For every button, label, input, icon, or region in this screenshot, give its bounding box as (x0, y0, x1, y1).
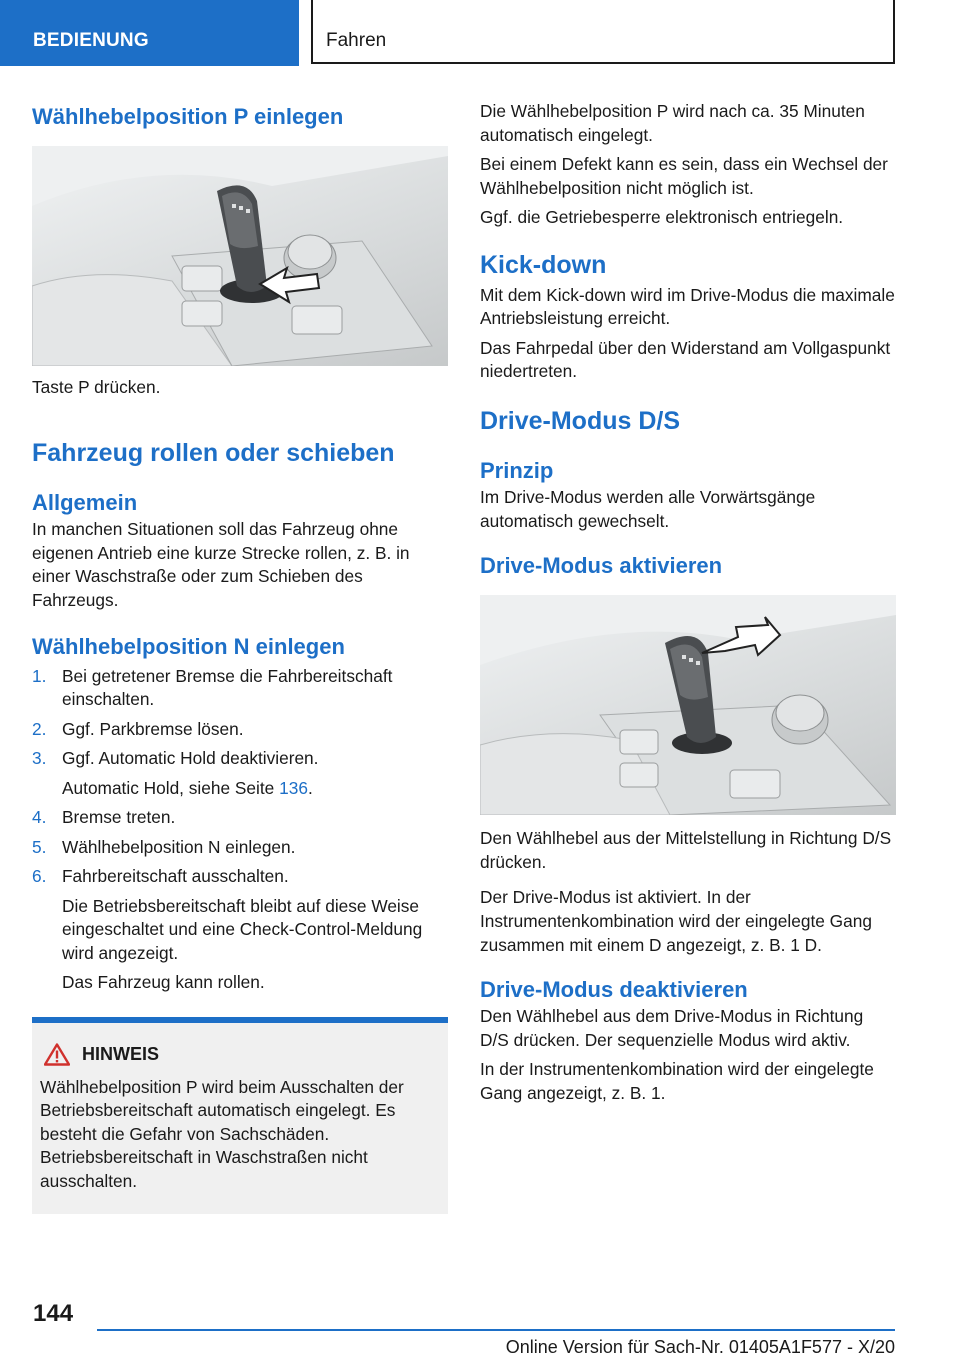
step3-sub-suffix: . (307, 777, 313, 798)
step-number: 3. (32, 748, 47, 769)
paragraph-deaktivieren-1: Den Wählhebel aus dem Drive-Modus in Richtung D/S drücken. Der sequenzielle Modus wird aktiv. (480, 1006, 864, 1050)
header-section-tab (0, 0, 299, 66)
paragraph-aktivieren-2: Der Drive-Modus ist aktiviert. In der Instrumentenkombination wird der eingelegte Gang zusammen mit einem D angezeigt, z. B. 1 D. (480, 887, 872, 955)
paragraph-kick-down-2: Das Fahrpedal über den Widerstand am Vollgaspunkt niedertreten. (480, 337, 891, 382)
paragraph-prinzip: Im Drive-Modus werden alle Vorwärtsgänge automatisch gewechselt. (480, 487, 816, 531)
step-text: Bei getretener Bremse die Fahrbereitschaft einschalten. (62, 665, 393, 710)
paragraph-p-auto: Die Wählhebelposition P wird nach ca. 35 Minuten automatisch eingelegt. (480, 101, 865, 145)
steps-list-cont (32, 806, 448, 889)
paragraph-getriebesperre: Ggf. die Getriebesperre elektronisch entriegeln. (480, 207, 844, 228)
step6-subtext-2: Das Fahrzeug kann rollen. (62, 972, 265, 993)
list-item (32, 747, 448, 771)
heading-rollen-schieben: Fahrzeug rollen oder schieben (32, 438, 395, 467)
warning-triangle-icon (44, 1043, 70, 1066)
list-item (32, 806, 448, 830)
header-chapter-box (311, 0, 895, 64)
step-text: Ggf. Parkbremse lösen. (62, 718, 244, 739)
step-number: 2. (32, 718, 47, 739)
step-number: 6. (32, 866, 47, 887)
left-column (32, 100, 448, 1214)
heading-drive-deaktivieren: Drive-Modus deaktivieren (480, 977, 748, 1003)
header-section-label: BEDIENUNG (33, 30, 149, 51)
notice-text: Wählhebelposition P wird beim Ausschalten der Betriebsbereitschaft automatisch eingelegt. Es besteht die Gefahr von Sachschäden. Betriebsbereitschaft in Waschstraßen nicht ausschalten. (40, 1076, 404, 1191)
step-text: Bremse treten. (62, 807, 176, 828)
paragraph-kick-down-1: Mit dem Kick-down wird im Drive-Modus die maximale Antriebsleistung erreicht. (480, 284, 895, 329)
gear-selector-p-drawing (32, 146, 448, 366)
notice-header (40, 1043, 440, 1066)
paragraph-defekt: Bei einem Defekt kann es sein, dass ein Wechsel der Wählhebelposition nicht möglich ist. (480, 154, 888, 198)
caption-p: Taste P drücken. (32, 377, 161, 398)
heading-drive-aktivieren: Drive-Modus aktivieren (480, 553, 723, 579)
heading-n-einlegen: Wählhebelposition N einlegen (32, 634, 345, 660)
heading-drive-modus: Drive-Modus D/S (480, 406, 681, 435)
step3-sub-prefix: Automatic Hold, siehe Seite (62, 777, 280, 798)
list-item (32, 836, 448, 860)
step3-subtext (32, 777, 448, 801)
paragraph-deaktivieren-2: In der Instrumentenkombination wird der eingelegte Gang angezeigt, z. B. 1. (480, 1059, 874, 1103)
right-column (480, 100, 896, 1105)
footer-online-version: Online Version für Sach-Nr. 01405A1F577 - X/20 (505, 1337, 895, 1357)
step-text: Fahrbereitschaft ausschalten. (62, 866, 289, 887)
paragraph-aktivieren-1: Den Wählhebel aus der Mittelstellung in Richtung D/S drücken. (480, 828, 892, 872)
step6-subtext-1: Die Betriebsbereitschaft bleibt auf diese Weise eingeschaltet und eine Check-Control-Meldung wird angezeigt. (62, 895, 423, 963)
notice-box (32, 1017, 448, 1214)
list-item (32, 718, 448, 742)
step-number: 4. (32, 807, 47, 828)
step-number: 1. (32, 665, 47, 686)
heading-allgemein: Allgemein (32, 489, 138, 515)
footer-divider (97, 1329, 895, 1331)
heading-prinzip: Prinzip (480, 457, 554, 483)
page-number: 144 (33, 1300, 74, 1327)
list-item (32, 865, 448, 889)
notice-title: HINWEIS (82, 1043, 160, 1064)
heading-p-einlegen: Wählhebelposition P einlegen (32, 104, 344, 129)
step-text: Wählhebelposition N einlegen. (62, 836, 296, 857)
step-text: Ggf. Automatic Hold deaktivieren. (62, 748, 319, 769)
gear-selector-p-illustration (32, 146, 448, 366)
header-chapter-label: Fahren (326, 30, 387, 51)
steps-list (32, 665, 448, 771)
gear-selector-d-illustration (480, 595, 896, 815)
step-number: 5. (32, 836, 47, 857)
page-link-136[interactable]: 136 (279, 777, 308, 798)
list-item (32, 665, 448, 712)
heading-kick-down: Kick-down (480, 250, 607, 279)
paragraph-allgemein: In manchen Situationen soll das Fahrzeug ohne eigenen Antrieb eine kurze Strecke rollen, z. B. in einer Waschstraße oder zum Schieben des Fahrzeugs. (32, 519, 410, 610)
gear-selector-d-drawing (480, 595, 896, 815)
